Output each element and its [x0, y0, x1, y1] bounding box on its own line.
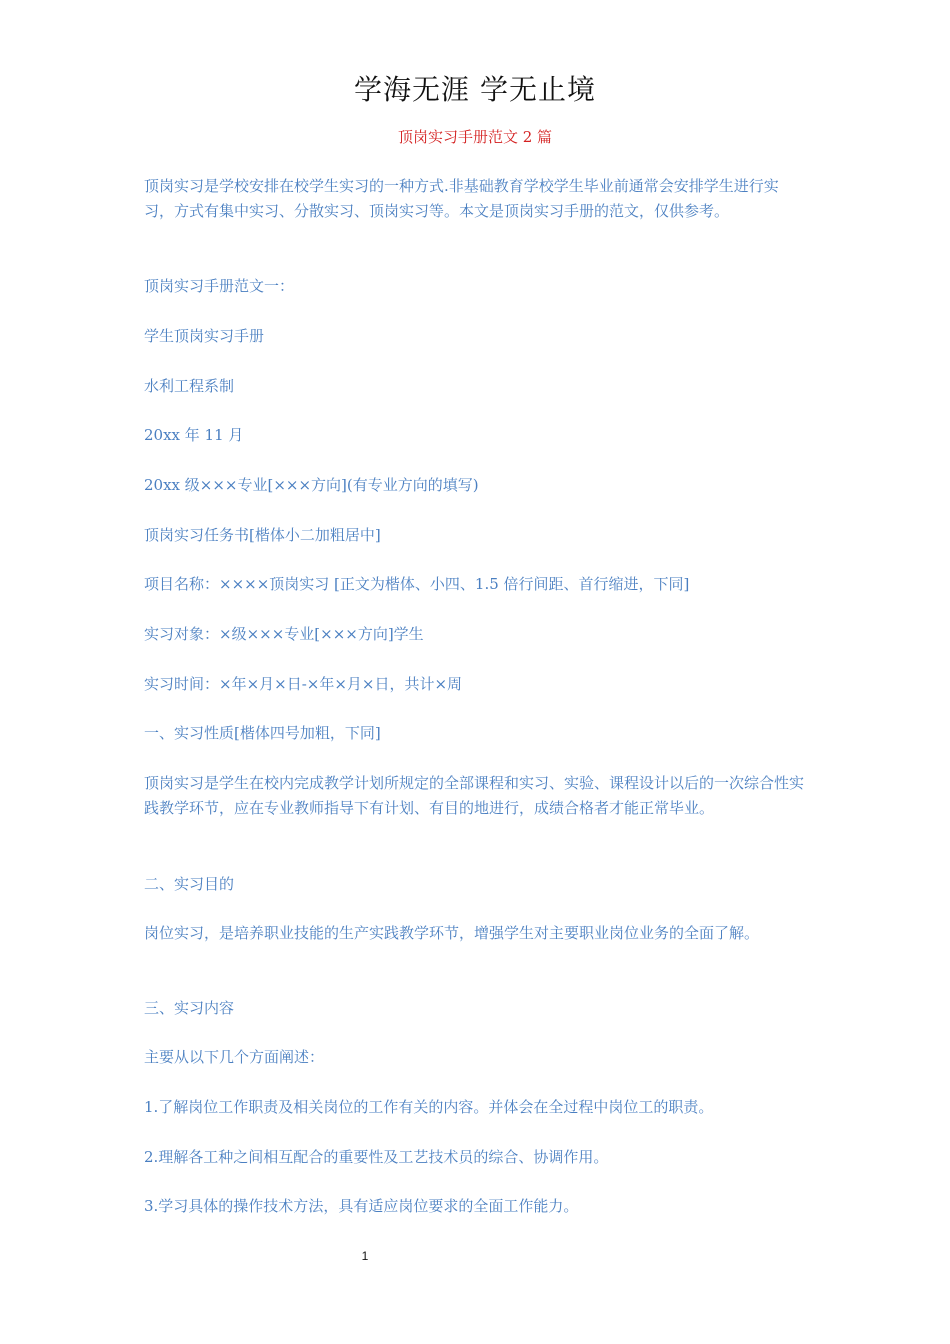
date-line: 20xx 年 11 月	[144, 426, 244, 444]
department-line: 水利工程系制	[144, 377, 235, 395]
internship-time-line: 实习时间：×年×月×日-×年×月×日，共计×周	[144, 675, 463, 693]
content-item-2: 2.理解各工种之间相互配合的重要性及工艺技术员的综合、协调作用。	[144, 1148, 609, 1166]
content-item-1: 1.了解岗位工作职责及相关岗位的工作有关的内容。并体会在全过程中岗位工的职责。	[144, 1098, 714, 1116]
major-line: 20xx 级×××专业[×××方向](有专业方向的填写)	[144, 476, 479, 494]
content-item-3: 3.学习具体的操作技术方法，具有适应岗位要求的全面工作能力。	[144, 1197, 579, 1215]
intro-paragraph: 顶岗实习是学校安排在校学生实习的一种方式.非基础教育学校学生毕业前通常会安排学生进行实习，方式有集中实习、分散实习、顶岗实习等。本文是顶岗实习手册的范文，仅供参考。	[144, 177, 779, 220]
section-nature-heading: 一、实习性质[楷体四号加粗，下同]	[144, 724, 381, 742]
section-purpose-heading: 二、实习目的	[144, 875, 235, 893]
nature-paragraph: 顶岗实习是学生在校内完成教学计划所规定的全部课程和实习、实验、课程设计以后的一次综合性实践教学环节，应在专业教师指导下有计划、有目的地进行，成绩合格者才能正常毕业。	[144, 774, 805, 817]
content-intro-line: 主要从以下几个方面阐述：	[144, 1048, 325, 1066]
internship-target-line: 实习对象：×级×××专业[×××方向]学生	[144, 625, 424, 643]
header-motto: 学海无涯 学无止境	[354, 73, 596, 106]
document-title: 顶岗实习手册范文 2 篇	[397, 128, 553, 146]
project-name-line: 项目名称：××××顶岗实习 [正文为楷体、小四、1.5 倍行间距、首行缩进，下同]	[144, 575, 690, 593]
page-number: 1	[361, 1249, 369, 1263]
section-heading-sample-one: 顶岗实习手册范文一：	[144, 277, 295, 295]
section-content-heading: 三、实习内容	[144, 999, 235, 1017]
purpose-paragraph: 岗位实习，是培养职业技能的生产实践教学环节，增强学生对主要职业岗位业务的全面了解。	[144, 924, 760, 942]
task-book-heading: 顶岗实习任务书[楷体小二加粗居中]	[144, 526, 381, 544]
manual-title: 学生顶岗实习手册	[144, 327, 265, 345]
